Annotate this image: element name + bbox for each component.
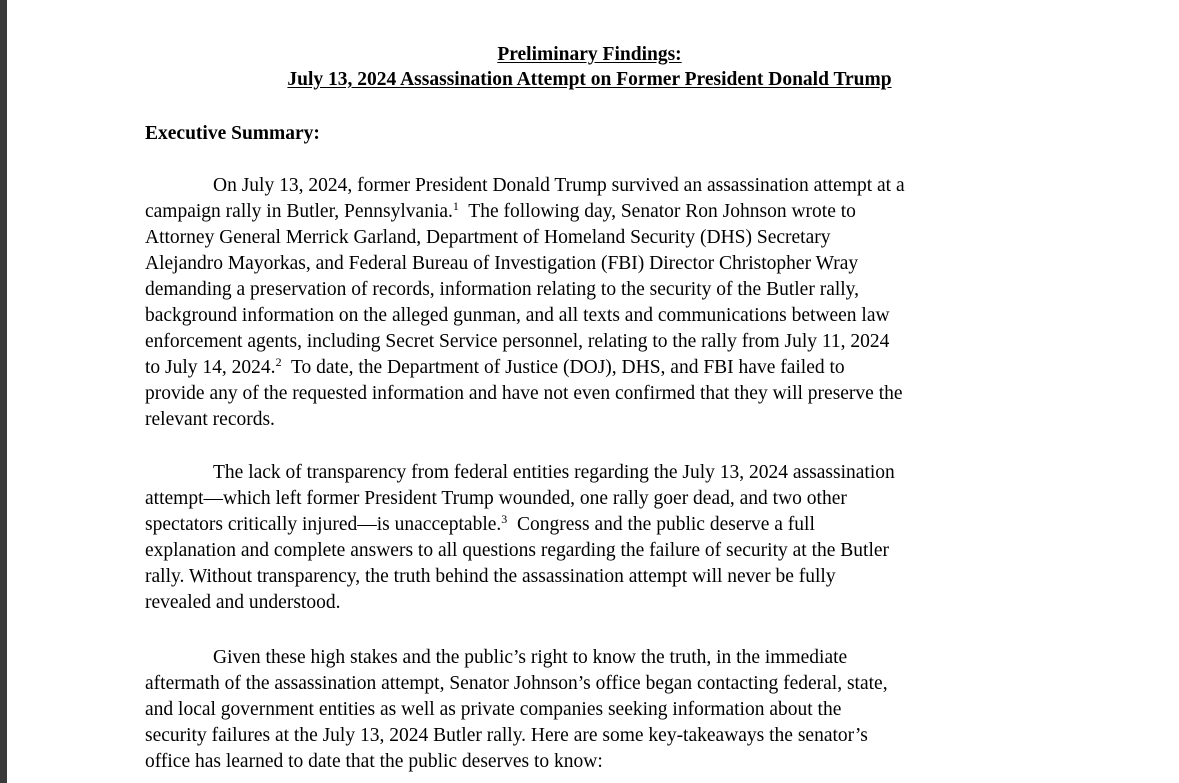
title-line-2: July 13, 2024 Assassination Attempt on Former President Donald Trump (287, 69, 892, 90)
text-line (145, 407, 1045, 433)
line-text: Alejandro Mayorkas, and Federal Bureau of Investigation (FBI) Director Christopher Wray (145, 253, 859, 274)
line-text-continued: The following day, Senator Ron Johnson wrote to (458, 201, 856, 222)
text-line (145, 671, 1045, 697)
title-line-1: Preliminary Findings: (497, 44, 682, 65)
text-line (145, 277, 1045, 303)
footnote-marker: 1 (452, 199, 459, 213)
text-line (145, 303, 1045, 329)
line-text: attempt—which left former President Trump wounded, one rally goer dead, and two other (145, 488, 847, 509)
section-heading: Executive Summary: (145, 123, 320, 144)
text-line (145, 697, 1045, 723)
line-text: and local government entities as well as private companies seeking information about the (145, 699, 842, 720)
text-line (145, 749, 1045, 775)
line-text: security failures at the July 13, 2024 Butler rally. Here are some key-takeaways the senator’s (145, 725, 868, 746)
line-text: background information on the alleged gunman, and all texts and communications between law (145, 305, 890, 326)
footnote-marker: 2 (275, 355, 282, 369)
line-text: office has learned to date that the public deserves to know: (145, 751, 603, 772)
text-line (145, 381, 1045, 407)
text-line (145, 225, 1045, 251)
line-text: campaign rally in Butler, Pennsylvania. (145, 201, 453, 222)
text-line (145, 199, 1045, 225)
line-text-continued: To date, the Department of Justice (DOJ), DHS, and FBI have failed to (281, 357, 845, 378)
line-text: rally. Without transparency, the truth behind the assassination attempt will never be fully (145, 566, 836, 587)
line-text: revealed and understood. (145, 592, 341, 613)
line-text: enforcement agents, including Secret Service personnel, relating to the rally from July 11, 2024 (145, 331, 890, 352)
line-text: Attorney General Merrick Garland, Department of Homeland Security (DHS) Secretary (145, 227, 831, 248)
window-edge (0, 0, 7, 783)
text-line (145, 590, 1045, 616)
line-text: demanding a preservation of records, information relating to the security of the Butler rally, (145, 279, 860, 300)
document-title (0, 42, 1179, 92)
text-line (145, 460, 1045, 486)
line-text: explanation and complete answers to all questions regarding the failure of security at the Butler (145, 540, 890, 561)
text-line (145, 512, 1045, 538)
text-line (145, 564, 1045, 590)
paragraph-1 (145, 173, 1045, 433)
text-line (145, 355, 1045, 381)
line-text: to July 14, 2024. (145, 357, 276, 378)
line-text: provide any of the requested information and have not even confirmed that they will preserve the (145, 383, 903, 404)
footnote-marker: 3 (501, 512, 508, 526)
paragraph-2 (145, 460, 1045, 616)
line-text: aftermath of the assassination attempt, Senator Johnson’s office began contacting federal, state, (145, 673, 888, 694)
text-line (145, 251, 1045, 277)
text-line (145, 329, 1045, 355)
line-text: The lack of transparency from federal entities regarding the July 13, 2024 assassination (213, 462, 895, 483)
text-line (145, 486, 1045, 512)
text-line (145, 645, 1045, 671)
text-line (145, 723, 1045, 749)
paragraph-3 (145, 645, 1045, 775)
line-text: On July 13, 2024, former President Donald Trump survived an assassination attempt at a (213, 175, 905, 196)
text-line (145, 538, 1045, 564)
line-text-continued: Congress and the public deserve a full (507, 514, 815, 535)
text-line (145, 173, 1045, 199)
line-text: relevant records. (145, 409, 275, 430)
line-text: Given these high stakes and the public’s right to know the truth, in the immediate (213, 647, 848, 668)
line-text: spectators critically injured—is unacceptable. (145, 514, 502, 535)
